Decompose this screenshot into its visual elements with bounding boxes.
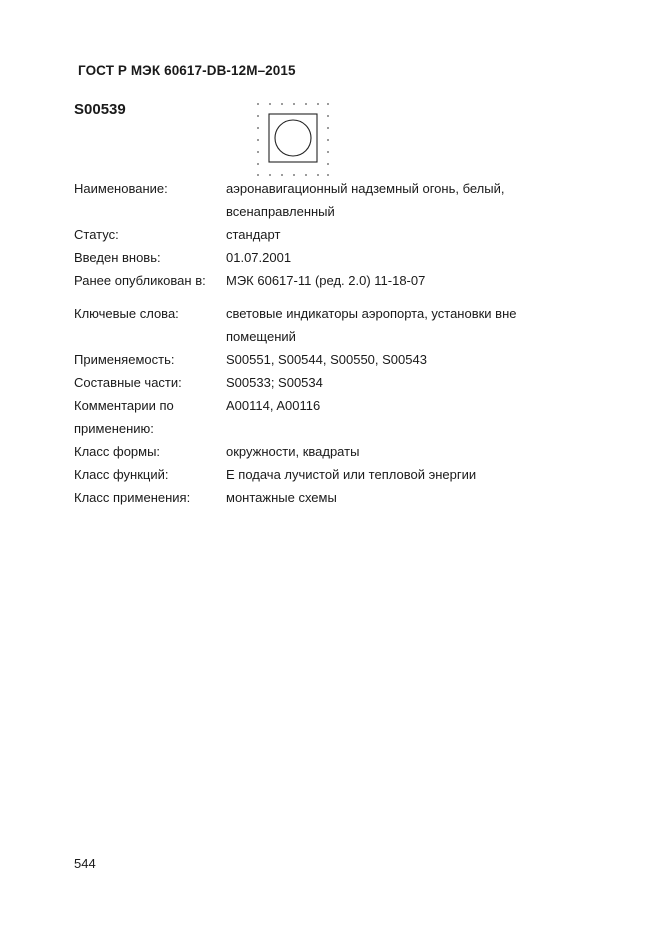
field-value: аэронавигационный надземный огонь, белый, всенаправленный	[226, 181, 505, 219]
field-label: Наименование:	[74, 181, 168, 196]
field-label: Ранее опубликован в:	[74, 273, 206, 288]
field-value: 01.07.2001	[226, 250, 292, 265]
field-label: Введен вновь:	[74, 250, 161, 265]
field-value: световые индикаторы аэропорта, установки вне помещений	[226, 306, 517, 344]
field-label: Класс функций:	[74, 467, 169, 482]
field-label: Класс применения:	[74, 490, 191, 505]
symbol-code: S00539	[74, 101, 126, 118]
page-number: 544	[74, 856, 96, 871]
field-label: Составные части:	[74, 375, 182, 390]
field-label: Статус:	[74, 227, 119, 242]
field-label: Применяемость:	[74, 352, 175, 367]
field-value: S00551, S00544, S00550, S00543	[226, 352, 427, 367]
circle-in-square-symbol-icon	[255, 102, 331, 178]
field-label: Ключевые слова:	[74, 306, 179, 321]
field-value: стандарт	[226, 227, 281, 242]
field-value: S00533; S00534	[226, 375, 323, 390]
field-value: E подача лучистой или тепловой энергии	[226, 467, 477, 482]
field-label: Класс формы:	[74, 444, 161, 459]
field-value: окружности, квадраты	[226, 444, 360, 459]
field-value: монтажные схемы	[226, 490, 337, 505]
field-value: A00114, A00116	[226, 398, 321, 413]
document-header: ГОСТ Р МЭК 60617-DB-12M–2015	[78, 63, 296, 78]
field-value: МЭК 60617-11 (ред. 2.0) 11-18-07	[226, 273, 426, 288]
field-label: Комментарии по применению:	[74, 398, 174, 436]
